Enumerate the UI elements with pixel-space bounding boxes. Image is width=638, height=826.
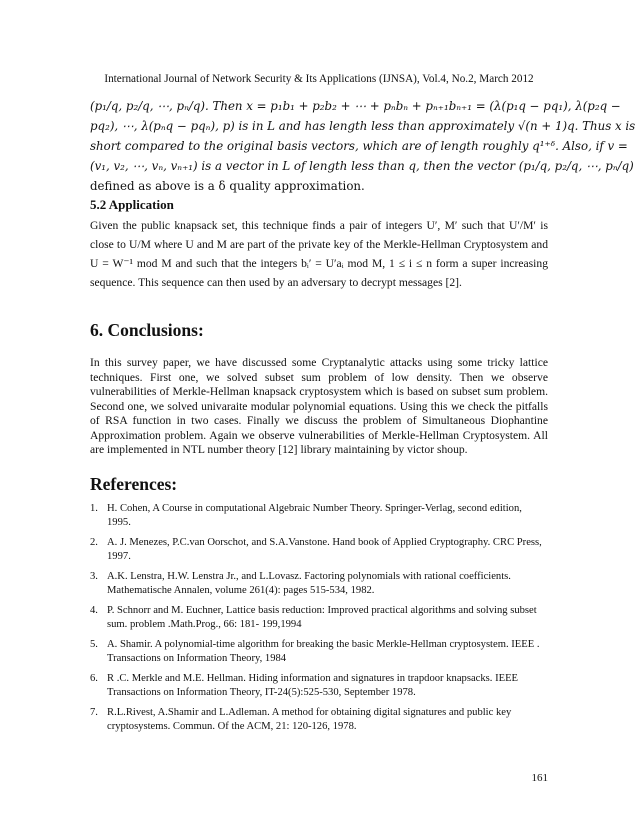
reference-item <box>90 604 548 631</box>
reference-text: R .C. Merkle and M.E. Hellman. Hiding information and signatures in trapdoor knapsacks. IEEE Transactions on Information Theory, IT-24(5):525-530, September 1978. <box>107 673 519 698</box>
reference-item <box>90 536 548 563</box>
reference-number: 1. <box>90 503 98 514</box>
reference-text: A.K. Lenstra, H.W. Lenstra Jr., and L.Lovasz. Factoring polynomials with rational coefficients. Mathematische Annalen, volume 261(4): pages 515-534, 1982. <box>107 571 511 596</box>
reference-item <box>90 502 548 529</box>
formula-line: (p₁/q, p₂/q, ⋯, pₙ/q). Then x = p₁b₁ + p₂b₂ + ⋯ + pₙbₙ + pₙ₊₁bₙ₊₁ = (λ(p₁q − pq₁), λ(p₂q − <box>90 99 621 113</box>
reference-item <box>90 638 548 665</box>
running-header: International Journal of Network Security & Its Applications (IJNSA), Vol.4, No.2, March 2012 <box>104 73 534 85</box>
reference-number: 4. <box>90 605 98 616</box>
reference-number: 5. <box>90 639 98 650</box>
section-paragraph: Given the public knapsack set, this technique finds a pair of integers U′, M′ such that U′/M′ is close to U/M where U and M are part of the private key of the Merkle-Hellman Cryptosystem and U = W⁻¹ mod M and such that the integers bᵢ′ = U′aᵢ mod M, 1 ≤ i ≤ n form a super increasing sequence. This sequence can then used by an adversary to decrypt messages [2]. <box>90 219 548 289</box>
formula-line: short compared to the original basis vectors, which are of length roughly q¹⁺ᵟ. Also, if v = <box>90 139 628 153</box>
formula-block <box>90 96 636 196</box>
section-paragraph: In this survey paper, we have discussed some Cryptanalytic attacks using some tricky lattice techniques. First one, we solved subset sum problem of low density. Then we observe vulnerabilities of Merkle-Hellman knapsack cryptosystem which is based on subset sum problem. Second one, we solved univaraite modular polynomial equations. Using this we check the pitfalls of RSA function in two cases. Finally we discuss the problem of Simultaneous Diophantine Approximation problem. Again we observe vulnerabilities of Merkle-Hellman Cryptosystem. All are implemented in NTL number theory [12] library maintaining by victor shoup. <box>90 356 548 456</box>
reference-item <box>90 706 548 733</box>
section-heading: 6. Conclusions: <box>90 320 204 340</box>
reference-item <box>90 672 548 699</box>
reference-item <box>90 570 548 597</box>
reference-number: 6. <box>90 673 98 684</box>
reference-number: 2. <box>90 537 98 548</box>
reference-text: H. Cohen, A Course in computational Algebraic Number Theory. Springer-Verlag, second edition, 1995. <box>107 503 522 528</box>
reference-text: A. J. Menezes, P.C.van Oorschot, and S.A.Vanstone. Hand book of Applied Cryptography. CRC Press, 1997. <box>107 537 542 562</box>
reference-list <box>90 502 548 740</box>
section-heading: 5.2 Application <box>90 197 174 212</box>
formula-line: pq₂), ⋯, λ(pₙq − pqₙ), p) is in L and has length less than approximately √(n + 1)q. Thus x is <box>90 119 636 133</box>
reference-text: A. Shamir. A polynomial-time algorithm for breaking the basic Merkle-Hellman cryptosystem. IEEE . Transactions on Information Theory, 1984 <box>107 639 540 664</box>
reference-number: 3. <box>90 571 98 582</box>
references-heading: References: <box>90 474 178 494</box>
formula-line: (v₁, v₂, ⋯, vₙ, vₙ₊₁) is a vector in L of length less than q, then the vector (p₁/q, p₂/q, ⋯, pₙ/q) <box>90 159 634 173</box>
reference-text: R.L.Rivest, A.Shamir and L.Adleman. A method for obtaining digital signatures and public key cryptosystems. Commun. Of the ACM, 21: 120-126, 1978. <box>107 707 512 732</box>
reference-number: 7. <box>90 707 98 718</box>
formula-line: defined as above is a δ quality approximation. <box>90 179 365 193</box>
reference-text: P. Schnorr and M. Euchner, Lattice basis reduction: Improved practical algorithms and solving subset sum. problem .Math.Prog., 66: 181- 199,1994 <box>107 605 537 630</box>
page-number: 161 <box>531 772 548 784</box>
